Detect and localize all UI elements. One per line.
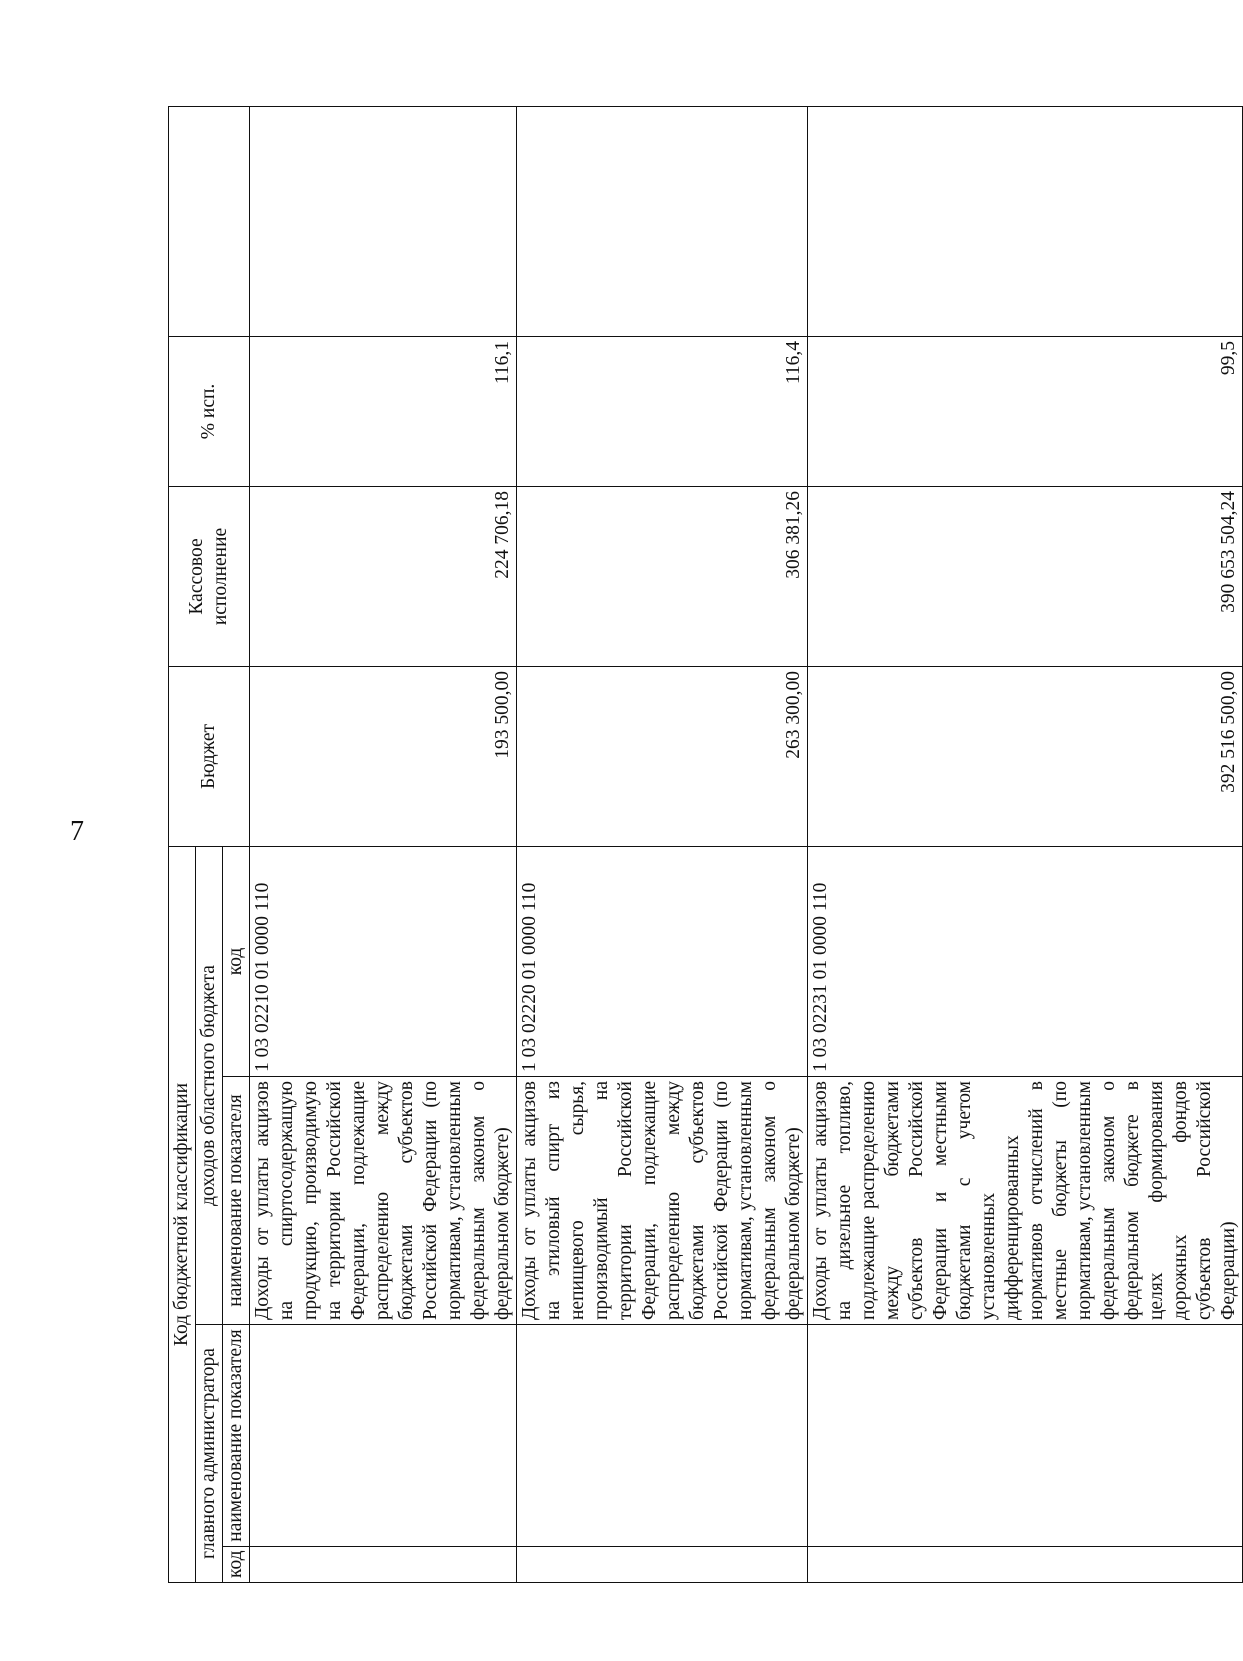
row-code: 1 03 02210 01 0000 110 — [250, 846, 517, 1076]
header-cash-execution: Кассовое исполнение — [169, 486, 250, 666]
row-budget: 193 500,00 — [250, 666, 517, 846]
row-cash: 306 381,26 — [517, 486, 808, 666]
row-budget: 392 516 500,00 — [808, 666, 1243, 846]
row-percent: 99,5 — [808, 336, 1243, 486]
header-admin-code: код — [223, 1547, 250, 1583]
budget-table-rotated — [168, 107, 1239, 1583]
header-empty — [169, 106, 250, 336]
row-empty — [808, 106, 1243, 336]
row-empty — [517, 106, 808, 336]
header-percent: % исп. — [169, 336, 250, 486]
header-income-code: код — [223, 846, 250, 1076]
row-percent: 116,1 — [250, 336, 517, 486]
row-empty — [250, 106, 517, 336]
row-name: Доходы от уплаты акцизов на спиртосодержащую продукцию, производимую на территории Российской Федерации, подлежащие распределению между бюджетами субъектов Российской Федерации (по нормативам, установленным федеральным законом о федеральном бюджете) — [250, 1077, 517, 1325]
header-regional-income: доходов областного бюджета — [196, 846, 223, 1324]
row-admin-code — [808, 1547, 1243, 1583]
row-code: 1 03 02231 01 0000 110 — [808, 846, 1243, 1076]
header-budget: Бюджет — [169, 666, 250, 846]
table-row — [517, 106, 808, 1582]
page-number: 7 — [70, 816, 84, 847]
row-cash: 390 653 504,24 — [808, 486, 1243, 666]
row-cash: 224 706,18 — [250, 486, 517, 666]
header-chief-admin: главного администратора — [196, 1325, 223, 1583]
budget-table — [168, 106, 1243, 1583]
row-admin-code — [250, 1547, 517, 1583]
header-admin-name: наименование показателя — [223, 1325, 250, 1547]
row-admin-name — [250, 1325, 517, 1547]
row-budget: 263 300,00 — [517, 666, 808, 846]
row-name: Доходы от уплаты акцизов на дизельное топливо, подлежащие распределению между бюджетами субъектов Российской Федерации и местными бюджетами с учетом установленных дифференцированных нормативов отчислений в местные бюджеты (по нормативам, установленным федеральным законом о федеральном бюджете в целях формирования дорожных фондов субъектов Российской Федерации) — [808, 1077, 1243, 1325]
row-name: Доходы от уплаты акцизов на этиловый спирт из непищевого сырья, производимый на территории Российской Федерации, подлежащие распределению между бюджетами субъектов Российской Федерации (по нормативам, установленным федеральным законом о федеральном бюджете) — [517, 1077, 808, 1325]
table-row — [808, 106, 1243, 1582]
header-classification: Код бюджетной классификации — [169, 846, 196, 1582]
table-row — [250, 106, 517, 1582]
row-admin-name — [517, 1325, 808, 1547]
row-admin-code — [517, 1547, 808, 1583]
row-code: 1 03 02220 01 0000 110 — [517, 846, 808, 1076]
row-percent: 116,4 — [517, 336, 808, 486]
header-income-name: наименование показателя — [223, 1077, 250, 1325]
row-admin-name — [808, 1325, 1243, 1547]
